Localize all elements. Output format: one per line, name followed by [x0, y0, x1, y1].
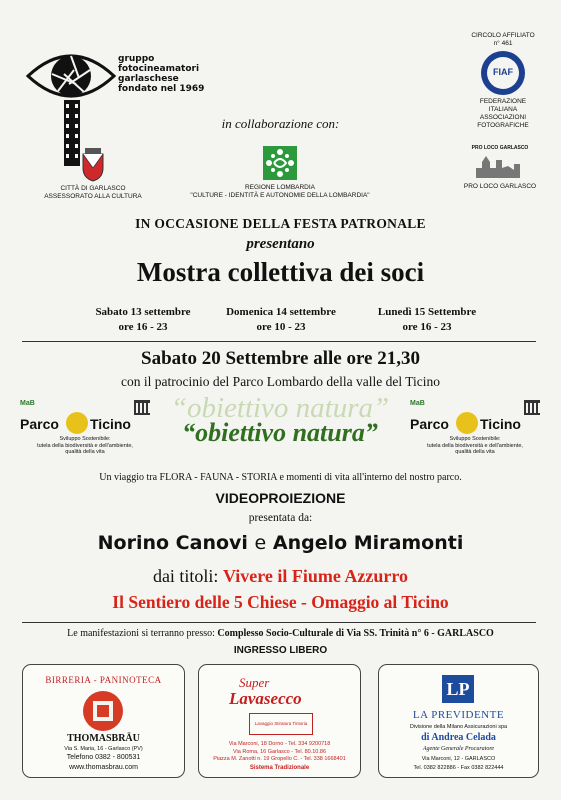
divider-2 [22, 622, 536, 623]
date-sun: Domenica 14 settembre ore 10 - 23 [226, 306, 336, 333]
fiaf-logo: FIAF [481, 51, 525, 95]
unesco-icon [134, 400, 150, 415]
exhibition-title: Mostra collettiva dei soci [136, 257, 425, 287]
date-sat: Sabato 13 settembre ore 16 - 23 [95, 306, 191, 333]
obiettivo-natura-title: “obiettivo natura” [182, 418, 378, 447]
lp-logo: LP [442, 675, 474, 703]
film-title-2: Il Sentiero delle 5 Chiese - Omaggio al Ticino [112, 592, 449, 612]
sponsor-lavasecco: Super Lavasecco Lavaggio Stiratura Tintoria Via Marconi, 18 Dorno - Tel. 334 9200718 Via Roma, 16 Garlasco - Tel. 80.10.86 Piazza M. Zanotti n. 19 Gropello C. - Tel. 338 1668401 Sistema Tradizionale [198, 664, 361, 778]
garlasco-crest-icon [80, 148, 106, 182]
sponsor-previdente: LP LA PREVIDENTE Divisione della Milano Assicurazioni spa di Andrea Celada Agente Generale Procuratore Via Marconi, 12 - GARLASCO Tel. 0382 822886 - Fax 0382 822444 [378, 664, 539, 778]
lavasecco-inner-box: Lavaggio Stiratura Tintoria [249, 713, 313, 735]
venue-line: Le manifestazioni si terranno presso: Complesso Socio-Culturale di Via SS. Trinità n° 6 - GARLASCO [67, 628, 494, 639]
obiettivo-natura-shadow: “obiettivo natura” [170, 392, 390, 424]
titles-line: dai titoli: Vivere il Fiume Azzurro [152, 566, 409, 586]
date-mon: Lunedì 15 Settembre ore 16 - 23 [377, 306, 477, 333]
patronage-line: con il patrocinio del Parco Lombardo della valle del Ticino [120, 374, 441, 389]
partner-garlasco: CITTÀ DI GARLASCO ASSESSORATO ALLA CULTURA [38, 148, 148, 201]
collaboration-label: in collaborazione con: [221, 116, 340, 131]
screening-datetime: Sabato 20 Settembre alle ore 21,30 [141, 348, 420, 369]
ticino-bird-icon [66, 412, 88, 434]
occasion-heading: IN OCCASIONE DELLA FESTA PATRONALE [135, 216, 426, 231]
birreria-crest-icon [81, 689, 125, 733]
ticino-bird-icon [456, 412, 478, 434]
unesco-icon [524, 400, 540, 415]
presentano-label: presentano [246, 236, 315, 252]
free-entry: INGRESSO LIBERO [233, 645, 328, 656]
authors-line: Norino Canovi e Angelo Miramonti [97, 532, 464, 554]
parco-ticino-logo-right: MaB Parco Ticino Sviluppo Sostenibile: tutela della biodiversità e dell'ambiente, qualità della vita [410, 400, 545, 468]
divider-1 [22, 341, 536, 342]
presented-by-label: presentata da: [248, 512, 313, 524]
fiaf-block: CIRCOLO AFFILIATO n° 461 FIAF FEDERAZIONE ITALIANA ASSOCIAZIONI FOTOGRAFICHE [471, 32, 535, 129]
sponsor-birreria: BIRRERIA - PANINOTECA THOMASBRÄU Via S. Maria, 16 - Garlasco (PV) Telefono 0382 - 800531 www.thomasbrau.com [22, 664, 185, 778]
proloco-town-icon [474, 152, 526, 180]
film-title-1: Vivere il Fiume Azzurro [222, 566, 409, 586]
partner-lombardia: REGIONE LOMBARDIA "CULTURE - IDENTITÀ E AUTONOMIE DELLA LOMBARDIA" [170, 146, 390, 200]
group-name: gruppo fotocineamatori garlaschese fondato nel 1969 [118, 54, 205, 94]
author-2: Angelo Miramonti [272, 532, 464, 554]
parco-ticino-logo-left: MaB Parco Ticino Sviluppo Sostenibile: tutela della biodiversità e dell'ambiente, qualità della vita [20, 400, 155, 468]
lombardia-logo [263, 146, 297, 180]
rosa-camuna-icon [263, 146, 297, 180]
journey-subtitle: Un viaggio tra FLORA - FAUNA - STORIA e momenti di vita all'interno del nostro parco. [99, 472, 462, 483]
partner-proloco: PRO LOCO GARLASCO PRO LOCO GARLASCO [463, 145, 537, 190]
author-1: Norino Canovi [97, 532, 248, 554]
videoproiezione-label: VIDEOPROIEZIONE [215, 490, 346, 506]
